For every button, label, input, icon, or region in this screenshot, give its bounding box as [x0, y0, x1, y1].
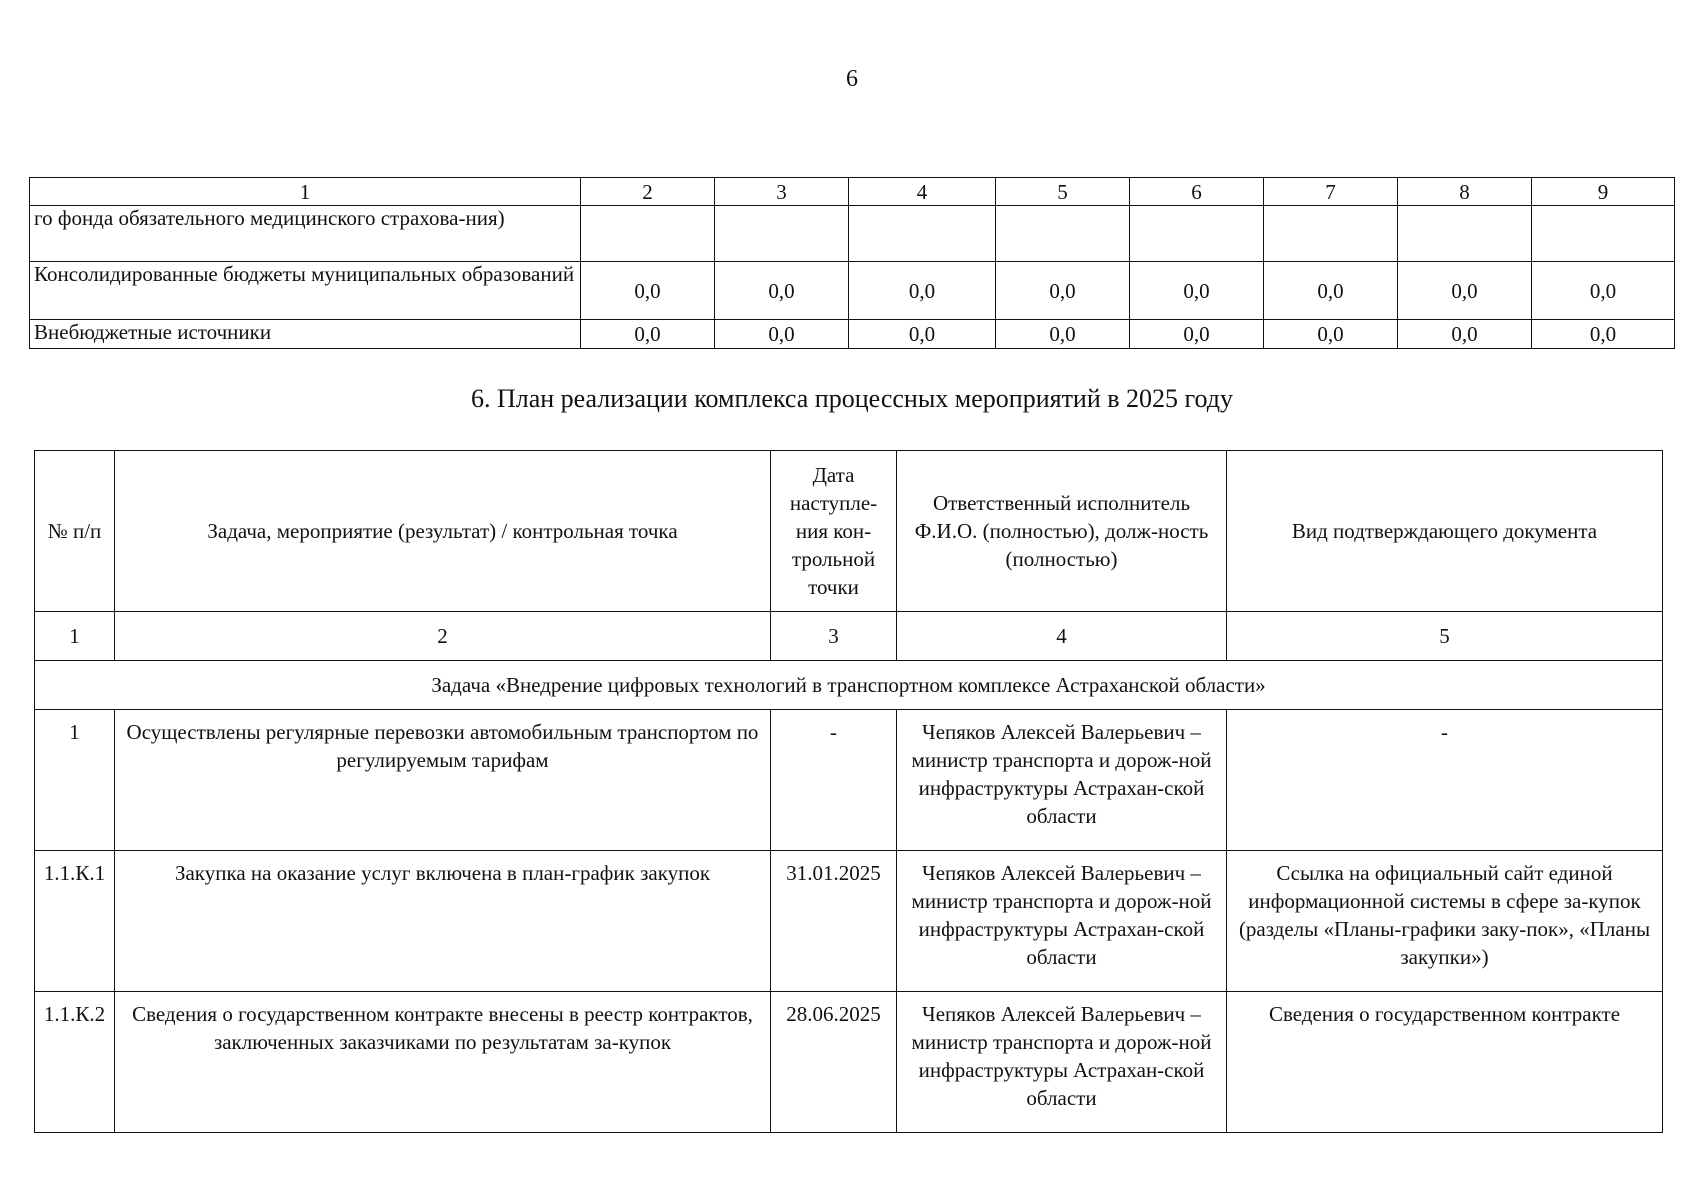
- table-row: [35, 851, 1663, 992]
- cell-value: 0,0: [1130, 262, 1264, 320]
- row-label: Внебюджетные источники: [30, 320, 581, 349]
- cell-value: [1264, 206, 1398, 262]
- table-row: [30, 206, 1675, 262]
- table-row: [35, 710, 1663, 851]
- row-label: го фонда обязательного медицинского страхова-ния): [30, 206, 581, 262]
- row-label: Консолидированные бюджеты муниципальных образований: [30, 262, 581, 320]
- column-numbers-row: [30, 178, 1675, 206]
- cell-value: 0,0: [1398, 320, 1532, 349]
- header-responsible: Ответственный исполнитель Ф.И.О. (полностью), долж-ность (полностью): [897, 451, 1227, 612]
- cell-value: [849, 206, 996, 262]
- cell-value: 0,0: [715, 320, 849, 349]
- column-number: 9: [1532, 178, 1675, 206]
- column-number: 2: [581, 178, 715, 206]
- column-number: 6: [1130, 178, 1264, 206]
- header-row: [35, 451, 1663, 612]
- table-row: [30, 320, 1675, 349]
- cell-value: 0,0: [1532, 262, 1675, 320]
- column-number: 8: [1398, 178, 1532, 206]
- row-responsible: Чепяков Алексей Валерьевич – министр транспорта и дорож-ной инфраструктуры Астрахан-ской области: [897, 851, 1227, 992]
- row-name: Закупка на оказание услуг включена в план-график закупок: [115, 851, 771, 992]
- row-responsible: Чепяков Алексей Валерьевич – министр транспорта и дорож-ной инфраструктуры Астрахан-ской области: [897, 992, 1227, 1133]
- cell-value: [1398, 206, 1532, 262]
- row-number: 1: [35, 710, 115, 851]
- cell-value: 0,0: [996, 320, 1130, 349]
- cell-value: [996, 206, 1130, 262]
- column-number: 5: [996, 178, 1130, 206]
- column-number: 7: [1264, 178, 1398, 206]
- header-document: Вид подтверждающего документа: [1227, 451, 1663, 612]
- column-number: 5: [1227, 612, 1663, 661]
- cell-value: 0,0: [1398, 262, 1532, 320]
- cell-value: 0,0: [849, 320, 996, 349]
- cell-value: 0,0: [715, 262, 849, 320]
- cell-value: [1130, 206, 1264, 262]
- row-responsible: Чепяков Алексей Валерьевич – министр транспорта и дорож-ной инфраструктуры Астрахан-ской области: [897, 710, 1227, 851]
- row-document: -: [1227, 710, 1663, 851]
- row-number: 1.1.К.2: [35, 992, 115, 1133]
- column-number: 3: [715, 178, 849, 206]
- funding-sources-table: [29, 177, 1675, 349]
- cell-value: [581, 206, 715, 262]
- row-date: 31.01.2025: [771, 851, 897, 992]
- cell-value: 0,0: [581, 320, 715, 349]
- column-number: 3: [771, 612, 897, 661]
- column-number: 1: [35, 612, 115, 661]
- cell-value: 0,0: [581, 262, 715, 320]
- header-task: Задача, мероприятие (результат) / контрольная точка: [115, 451, 771, 612]
- column-number: 1: [30, 178, 581, 206]
- cell-value: 0,0: [1532, 320, 1675, 349]
- column-numbers-row: [35, 612, 1663, 661]
- cell-value: 0,0: [1264, 320, 1398, 349]
- column-number: 4: [897, 612, 1227, 661]
- row-name: Осуществлены регулярные перевозки автомобильным транспортом по регулируемым тарифам: [115, 710, 771, 851]
- page-number: 6: [846, 66, 858, 92]
- row-document: Ссылка на официальный сайт единой информационной системы в сфере за-купок (разделы «Планы-графики заку-пок», «Планы закупки»): [1227, 851, 1663, 992]
- row-document: Сведения о государственном контракте: [1227, 992, 1663, 1133]
- table-row: [30, 262, 1675, 320]
- column-number: 4: [849, 178, 996, 206]
- cell-value: [715, 206, 849, 262]
- task-row: [35, 661, 1663, 710]
- cell-value: 0,0: [996, 262, 1130, 320]
- cell-value: [1532, 206, 1675, 262]
- column-number: 2: [115, 612, 771, 661]
- section-title: 6. План реализации комплекса процессных мероприятий в 2025 году: [470, 384, 1234, 413]
- cell-value: 0,0: [1264, 262, 1398, 320]
- row-name: Сведения о государственном контракте внесены в реестр контрактов, заключенных заказчиками по результатам за-купок: [115, 992, 771, 1133]
- row-number: 1.1.К.1: [35, 851, 115, 992]
- row-date: -: [771, 710, 897, 851]
- table-row: [35, 992, 1663, 1133]
- header-number: № п/п: [35, 451, 115, 612]
- cell-value: 0,0: [849, 262, 996, 320]
- header-date: Дата наступле-ния кон-трольной точки: [771, 451, 897, 612]
- task-title: Задача «Внедрение цифровых технологий в транспортном комплексе Астраханской области»: [35, 661, 1663, 710]
- row-date: 28.06.2025: [771, 992, 897, 1133]
- action-plan-table: [34, 450, 1663, 1133]
- cell-value: 0,0: [1130, 320, 1264, 349]
